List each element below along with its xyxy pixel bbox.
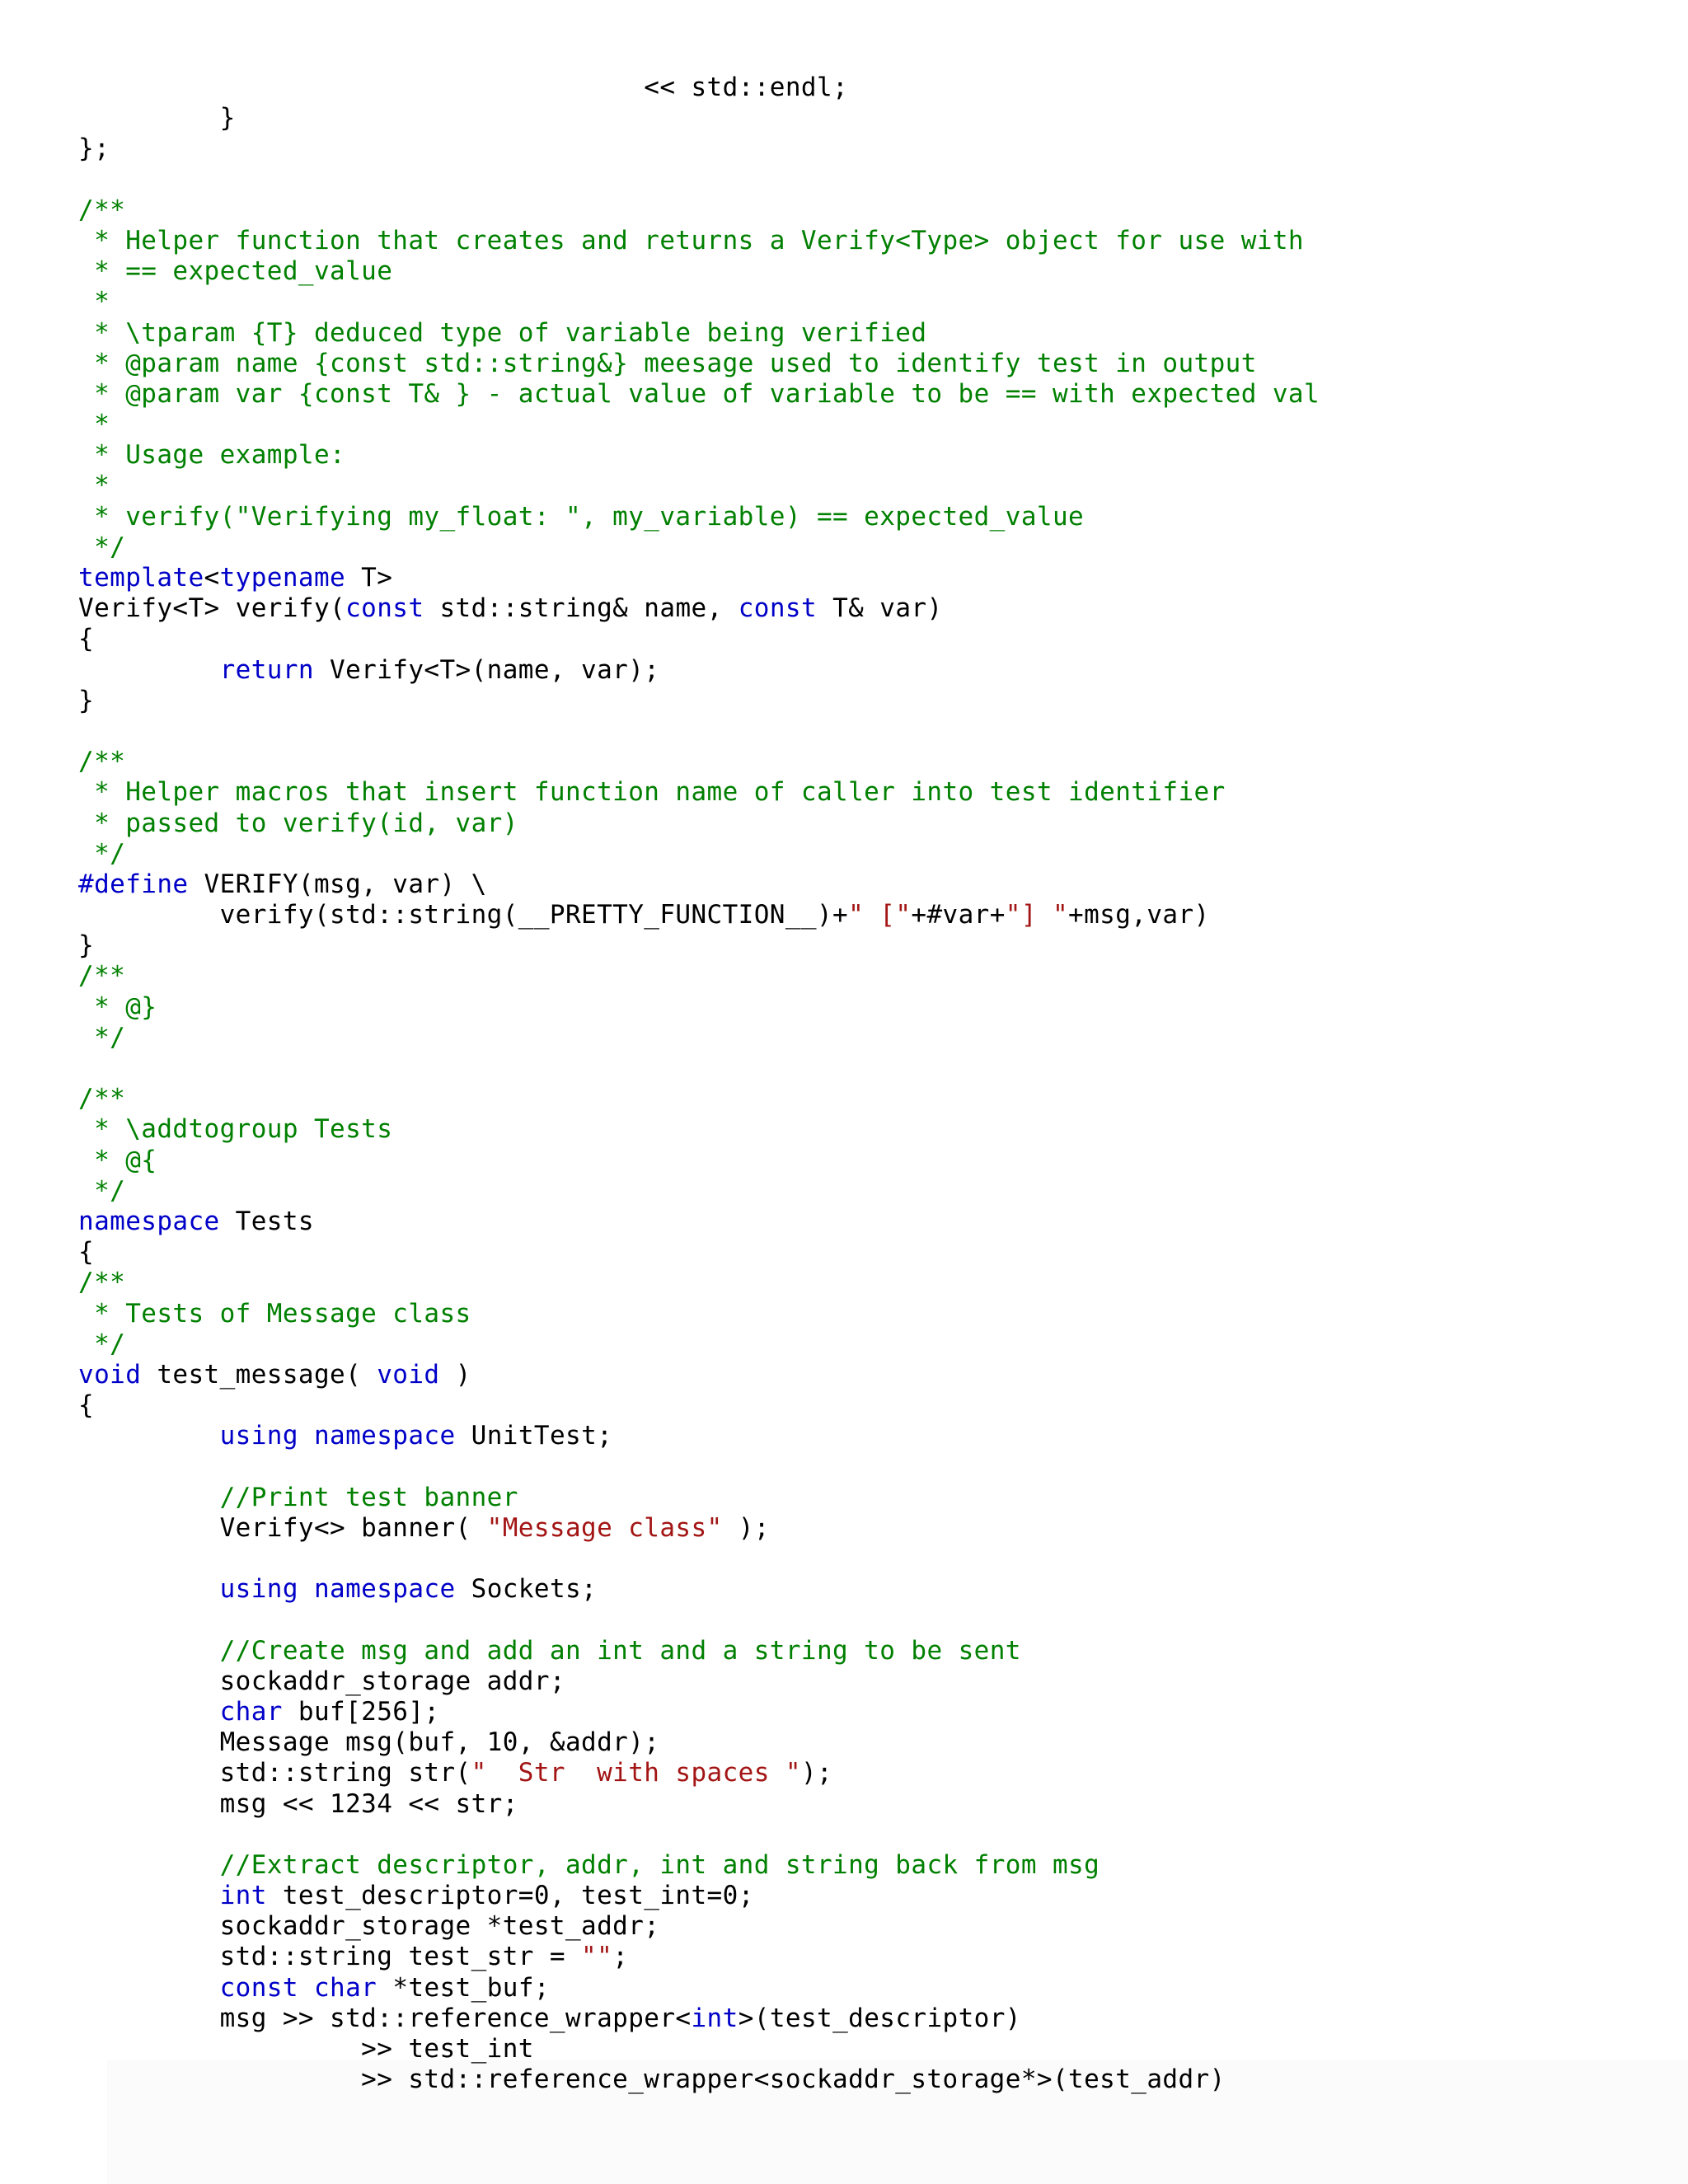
code-line <box>78 1513 1320 1544</box>
code-token-default: UnitTest; <box>455 1421 613 1451</box>
code-token-default: >> std::reference_wrapper<sockaddr_storage*>(test_addr) <box>78 2064 1226 2095</box>
code-token-default <box>298 1574 314 1604</box>
code-line <box>78 1053 1320 1084</box>
code-token-default <box>78 1973 220 2003</box>
code-token-keyword: using <box>219 1421 298 1451</box>
code-token-comment: /** <box>78 747 126 777</box>
code-token-default: Message msg(buf, 10, &addr); <box>78 1727 660 1758</box>
code-line <box>78 1176 1320 1207</box>
code-token-keyword: const <box>738 593 818 624</box>
code-token-comment: * \tparam {T} deduced type of variable being verified <box>78 317 927 348</box>
code-line <box>78 839 1320 869</box>
code-token-keyword: void <box>78 1359 142 1390</box>
code-line <box>78 1299 1320 1329</box>
code-line <box>78 1329 1320 1360</box>
code-token-default <box>78 1881 220 1910</box>
code-line <box>78 930 1320 961</box>
code-token-comment: //Extract descriptor, addr, int and string back from msg <box>219 1849 1100 1880</box>
code-line <box>78 808 1320 839</box>
code-line <box>78 318 1320 349</box>
code-line <box>78 1207 1320 1237</box>
code-token-default: sockaddr_storage *test_addr; <box>78 1911 660 1942</box>
code-token-keyword: namespace <box>313 1574 456 1605</box>
code-line <box>78 73 1320 103</box>
code-line <box>78 1697 1320 1727</box>
code-line <box>78 900 1320 930</box>
code-line <box>78 1390 1320 1421</box>
code-line <box>78 287 1320 317</box>
code-token-comment: * Tests of Message class <box>78 1298 471 1329</box>
code-token-default: +#var+ <box>911 900 1006 930</box>
code-token-string: " [" <box>848 900 912 930</box>
code-token-default: VERIFY(msg, var) \ <box>188 869 487 899</box>
code-token-keyword: void <box>377 1359 440 1390</box>
code-token-comment: */ <box>78 1329 126 1359</box>
code-token-default: ); <box>800 1758 833 1788</box>
code-token-comment: * passed to verify(id, var) <box>78 808 518 838</box>
code-line <box>78 2034 1320 2064</box>
code-token-comment: * <box>78 410 110 440</box>
code-token-default: ; <box>612 1942 629 1972</box>
code-line <box>78 1146 1320 1176</box>
code-token-default: T& var) <box>817 593 943 624</box>
code-token-default: { <box>78 1390 95 1421</box>
code-token-keyword: #define <box>78 869 189 899</box>
code-token-keyword: namespace <box>313 1421 456 1451</box>
code-line <box>78 1237 1320 1268</box>
code-line <box>78 1421 1320 1451</box>
code-token-comment: * Helper function that creates and returns a Verify<Type> object for use with <box>78 225 1304 255</box>
code-token-default: Tests <box>219 1206 314 1236</box>
code-line <box>78 686 1320 716</box>
code-token-comment: * <box>78 471 110 501</box>
code-line <box>78 593 1320 624</box>
code-line <box>78 869 1320 900</box>
code-line <box>78 1636 1320 1666</box>
code-token-default: Sockets; <box>455 1574 598 1605</box>
code-token-comment: * verify("Verifying my_float: ", my_variable) == expected_value <box>78 501 1085 532</box>
code-token-keyword: const <box>219 1972 298 2003</box>
code-token-comment: */ <box>78 532 126 562</box>
code-token-default: Verify<T>(name, var); <box>313 654 660 685</box>
code-token-string: " Str with spaces " <box>471 1758 801 1788</box>
code-token-keyword: int <box>691 2003 738 2033</box>
code-token-default: std::string& name, <box>424 593 738 624</box>
code-token-string: "" <box>581 1942 613 1972</box>
code-line <box>78 440 1320 471</box>
code-token-comment: */ <box>78 838 126 869</box>
code-line <box>78 1451 1320 1482</box>
code-token-default: << std::endl; <box>78 73 849 102</box>
source-code-listing <box>78 73 1320 2095</box>
code-token-default: >> test_int <box>78 2034 534 2064</box>
code-token-default: } <box>78 103 236 134</box>
code-token-default: std::string test_str = <box>78 1942 582 1972</box>
code-token-default: { <box>78 1237 95 1268</box>
code-line <box>78 1360 1320 1390</box>
code-line <box>78 1911 1320 1942</box>
code-line <box>78 2064 1320 2095</box>
code-line <box>78 379 1320 410</box>
code-token-comment: /** <box>78 961 126 991</box>
code-line <box>78 256 1320 287</box>
code-token-comment: /** <box>78 1268 126 1298</box>
code-token-keyword: char <box>219 1696 283 1727</box>
code-line <box>78 471 1320 501</box>
code-line <box>78 165 1320 195</box>
code-token-comment: */ <box>78 1022 126 1052</box>
code-line <box>78 1574 1320 1605</box>
code-line <box>78 1881 1320 1911</box>
code-line <box>78 1483 1320 1513</box>
code-token-default: Verify<> banner( <box>78 1512 487 1543</box>
code-line <box>78 2004 1320 2034</box>
code-token-default: Verify<T> verify( <box>78 593 346 624</box>
code-token-comment: //Create msg and add an int and a string to be sent <box>219 1635 1021 1666</box>
code-token-default: test_message( <box>141 1359 377 1390</box>
code-token-default: *test_buf; <box>377 1972 550 2003</box>
code-line <box>78 532 1320 563</box>
code-line <box>78 1789 1320 1820</box>
code-token-default <box>78 1697 220 1727</box>
code-line <box>78 1820 1320 1850</box>
code-line <box>78 1850 1320 1881</box>
code-token-comment: * @param name {const std::string&} meesage used to identify test in output <box>78 348 1257 378</box>
code-token-comment: * \addtogroup Tests <box>78 1114 393 1145</box>
code-token-string: "] " <box>1005 900 1069 930</box>
code-token-default: msg << 1234 << str; <box>78 1788 518 1819</box>
code-token-comment: * Usage example: <box>78 440 346 471</box>
code-line <box>78 502 1320 532</box>
code-token-comment: * <box>78 287 110 317</box>
code-line <box>78 1114 1320 1145</box>
code-token-keyword: int <box>219 1881 267 1911</box>
code-token-default: T> <box>345 563 393 593</box>
code-token-default <box>78 1636 220 1666</box>
code-token-keyword: const <box>345 593 424 624</box>
code-line <box>78 716 1320 747</box>
code-line <box>78 226 1320 256</box>
code-line <box>78 624 1320 654</box>
code-line <box>78 1084 1320 1114</box>
code-token-default <box>78 1850 220 1880</box>
code-line <box>78 1605 1320 1635</box>
code-line <box>78 1666 1320 1697</box>
code-token-default: buf[256]; <box>282 1696 440 1727</box>
code-token-default <box>298 1973 314 2003</box>
code-token-default <box>78 655 220 685</box>
code-line <box>78 1973 1320 2004</box>
code-line <box>78 1727 1320 1758</box>
code-token-default <box>298 1421 314 1451</box>
code-token-default <box>78 1574 220 1604</box>
code-token-default <box>78 1421 220 1451</box>
code-token-default: std::string str( <box>78 1758 471 1788</box>
code-token-comment: /** <box>78 194 126 225</box>
code-token-default: }; <box>78 134 110 164</box>
code-line <box>78 992 1320 1023</box>
code-line <box>78 1023 1320 1053</box>
code-token-default: ) <box>439 1359 471 1390</box>
code-token-comment: * Helper macros that insert function name of caller into test identifier <box>78 777 1226 808</box>
code-token-comment: //Print test banner <box>219 1482 518 1512</box>
code-line <box>78 777 1320 808</box>
code-token-keyword: typename <box>219 563 346 593</box>
code-token-comment: * == expected_value <box>78 256 393 287</box>
code-token-default: } <box>78 685 95 715</box>
code-line <box>78 349 1320 379</box>
code-line <box>78 103 1320 134</box>
code-line <box>78 1268 1320 1298</box>
code-token-comment: * @param var {const T& } - actual value of variable to be == with expected val <box>78 378 1320 409</box>
code-token-comment: /** <box>78 1084 126 1114</box>
code-token-default: } <box>78 930 95 961</box>
code-line <box>78 134 1320 164</box>
code-line <box>78 1942 1320 1972</box>
code-token-default: +msg,var) <box>1068 900 1210 930</box>
code-token-default <box>78 1483 220 1512</box>
code-line <box>78 961 1320 991</box>
code-line <box>78 563 1320 593</box>
code-line <box>78 655 1320 686</box>
code-token-default: test_descriptor=0, test_int=0; <box>266 1881 754 1911</box>
code-token-keyword: namespace <box>78 1206 220 1236</box>
code-line <box>78 410 1320 440</box>
code-token-keyword: return <box>219 654 314 685</box>
code-line <box>78 195 1320 226</box>
code-line <box>78 1758 1320 1788</box>
code-token-default: < <box>204 563 220 593</box>
code-line <box>78 747 1320 777</box>
code-token-keyword: template <box>78 563 204 593</box>
code-token-keyword: using <box>219 1574 298 1605</box>
code-token-default: msg >> std::reference_wrapper< <box>78 2003 692 2033</box>
code-token-keyword: char <box>313 1972 377 2003</box>
code-token-default: ); <box>722 1512 770 1543</box>
code-token-default: verify(std::string(__PRETTY_FUNCTION__)+ <box>78 900 849 930</box>
code-token-comment: * @{ <box>78 1145 157 1175</box>
code-token-default: { <box>78 624 95 654</box>
code-token-default: >(test_descriptor) <box>738 2003 1021 2033</box>
code-token-default: sockaddr_storage addr; <box>78 1666 565 1696</box>
code-token-comment: * @} <box>78 991 157 1022</box>
code-line <box>78 1544 1320 1574</box>
code-token-comment: */ <box>78 1175 126 1206</box>
code-token-string: "Message class" <box>486 1512 723 1543</box>
